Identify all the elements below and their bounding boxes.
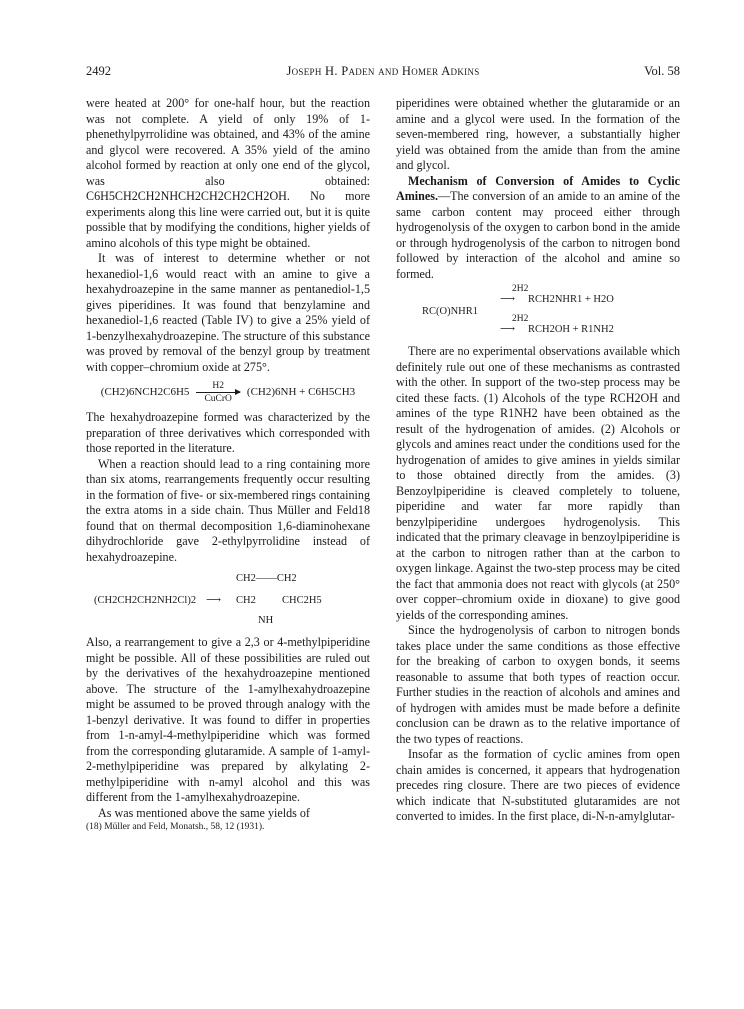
arrow-label-top: H2 [212,381,224,391]
paragraph: When a reaction should lead to a ring containing more than six atoms, rearrangements frequently occur resulting in the formation of five- or six-membered rings containing the extra atoms in a side chain. Thus Müller and Feld18 found that on thermal decomposition 1,6-diaminohexane dihydrochloride gave 2-ethylpyrrolidine instead of hexahydroazepine. [86,456,370,564]
paragraph: It was of interest to determine whether or not hexanediol-1,6 would react with an amine to give a hexahydroazepine in the same manner as pentanediol-1,5 gives piperidines. It was found that benzylamine and hexanediol-1,6 reacted (Table IV) to give a 25% yield of 1-benzylhexahydroazepine. The structure of this substance was proved by removal of the benzyl group by treatment with copper–chromium oxide at 275°. [86,251,370,374]
lower-arrow-label: 2H2 [512,314,529,324]
lower-product: RCH2OH + R1NH2 [528,324,614,335]
paragraph: There are no experimental observations available which definitely rule out one of these mechanisms as contrasted with the other. In support of the two-step process may be cited these facts. (1) Alcohols of the type RCH2OH and amines of the type R1NH2 have been obtained as the result of the hydrogenation of amides. (2) Alcohols or glycols and amines react under the conditions used for the hydrogenation of amides to give amines in yields similar to those obtained directly from the amides. (3) Benzoylpiperidine is cleaved completely to toluene, piperidine and water far more rapidly than benzylpiperidine undergoes hydrogenolysis. This indicated that the primary cleavage in benzoylpiperidine is at the carbon to nitrogen rather than at the carbon to oxygen linkage. Against the two-step process may be cited the fact that ammonia does not react with glycols (at 250° over copper–chromium oxide in dioxane) to give good yields of the corresponding amines. [396,344,680,622]
paragraph: Since the hydrogenolysis of carbon to nitrogen bonds takes place under the same conditions as those effective for the breaking of carbon to oxygen bonds, it seems reasonable to assume that both types of reaction occur. Further studies in the reaction of alcohols and amines and of hydrogen with amides must be made before a definite conclusion can be drawn as to the relative importance of the two types of reactions. [396,623,680,746]
page-header [86,64,680,80]
paragraph-text: —The conversion of an amide to an amine of the same carbon content may proceed either through hydrogenolysis of the oxygen to carbon bond in the amide or through hydrogenolysis of the carbon to nitrogen bond followed by interaction of the alcohol and amine so formed. [396,189,680,281]
ring-bottom: NH [258,615,274,626]
eq-products: (CH2)6NH + C6H5CH3 [246,386,356,399]
upper-product: RCH2NHR1 + H2O [528,294,614,305]
ring-right: CHC2H5 [282,595,322,606]
eq-reactant: (CH2CH2CH2NH2Cl)2 [94,595,197,606]
page-number: 2492 [86,64,111,78]
footnote: (18) Müller and Feld, Monatsh., 58, 12 (1931). [86,822,265,832]
ring-left: CH2 [236,595,256,606]
paragraph: The hexahydroazepine formed was characterized by the preparation of three derivatives which corresponded with those reported in the literature. [86,410,370,455]
lower-arrow: ⟶ [500,324,516,335]
section-heading: Mechanism of Conversion of Amides to Cyclic Amines. [396,173,680,203]
paragraph: Also, a rearrangement to give a 2,3 or 4-methylpiperidine might be possible. All of these possibilities are ruled out by the derivatives of the hexahydroazepine mentioned above. The structure of the 1-amylhexahydroazepine might be assumed to be proved through analogy with the 1-benzyl derivative. It was found to differ in properties from 1-n-amyl-4-methylpiperidine which was formed from the corresponding glutaramide. A sample of 1-amyl-2-methylpiperidine was prepared by alkylating 2-methylpiperidine with n-amyl alcohol and this was different from the 1-amylhexahydroazepine. [86,635,370,804]
reaction-arrow [196,381,240,404]
arrow-label-bottom: CuCrO [204,394,232,404]
left-column [86,96,370,833]
eq-reactant: RC(O)NHR1 [422,306,479,317]
paragraph: As was mentioned above the same yields of [98,805,310,820]
equation-mechanism [396,282,680,344]
right-column [396,96,680,825]
paragraph: piperidines were obtained whether the glutaramide or an amine and a glycol were used. In the formation of the seven-membered ring, however, a substantially higher yield was obtained from the amide than from the amine and glycol. [396,96,680,172]
paragraph: Insofar as the formation of cyclic amines from open chain amides is concerned, it appears that hydrogenation precedes ring closure. There are two pieces of evidence which indicate that N-substituted glutaramides are not converted to imides. In the first place, di-N-n-amylglutar- [396,747,680,823]
paragraph [396,174,680,283]
volume-label: Vol. 58 [644,64,680,78]
upper-arrow: ⟶ [500,294,516,305]
equation-ring-formation [86,565,370,635]
ring-top: CH2——CH2 [236,573,297,584]
running-title: Joseph H. Paden and Homer Adkins [286,64,480,78]
reaction-arrow: ⟶ [206,595,222,606]
eq-reactant: (CH2)6NCH2C6H5 [100,386,190,399]
upper-arrow-label: 2H2 [512,284,529,294]
paragraph: were heated at 200° for one-half hour, but the reaction was not complete. A yield of only 19% of 1-phenethylpyrrolidine was obtained, and 43% of the amine and glycol were recovered. A 35% yield of the amino alcohol formed by reaction at only one end of the glycol, was also obtained: C6H5CH2CH2NHCH2CH2CH2CH2OH. No more experiments along this line were carried out, but it is quite possible that by modifying the conditions, higher yields of amino alcohols of this type might be obtained. [86,96,370,250]
equation-debenzylation [86,381,370,404]
